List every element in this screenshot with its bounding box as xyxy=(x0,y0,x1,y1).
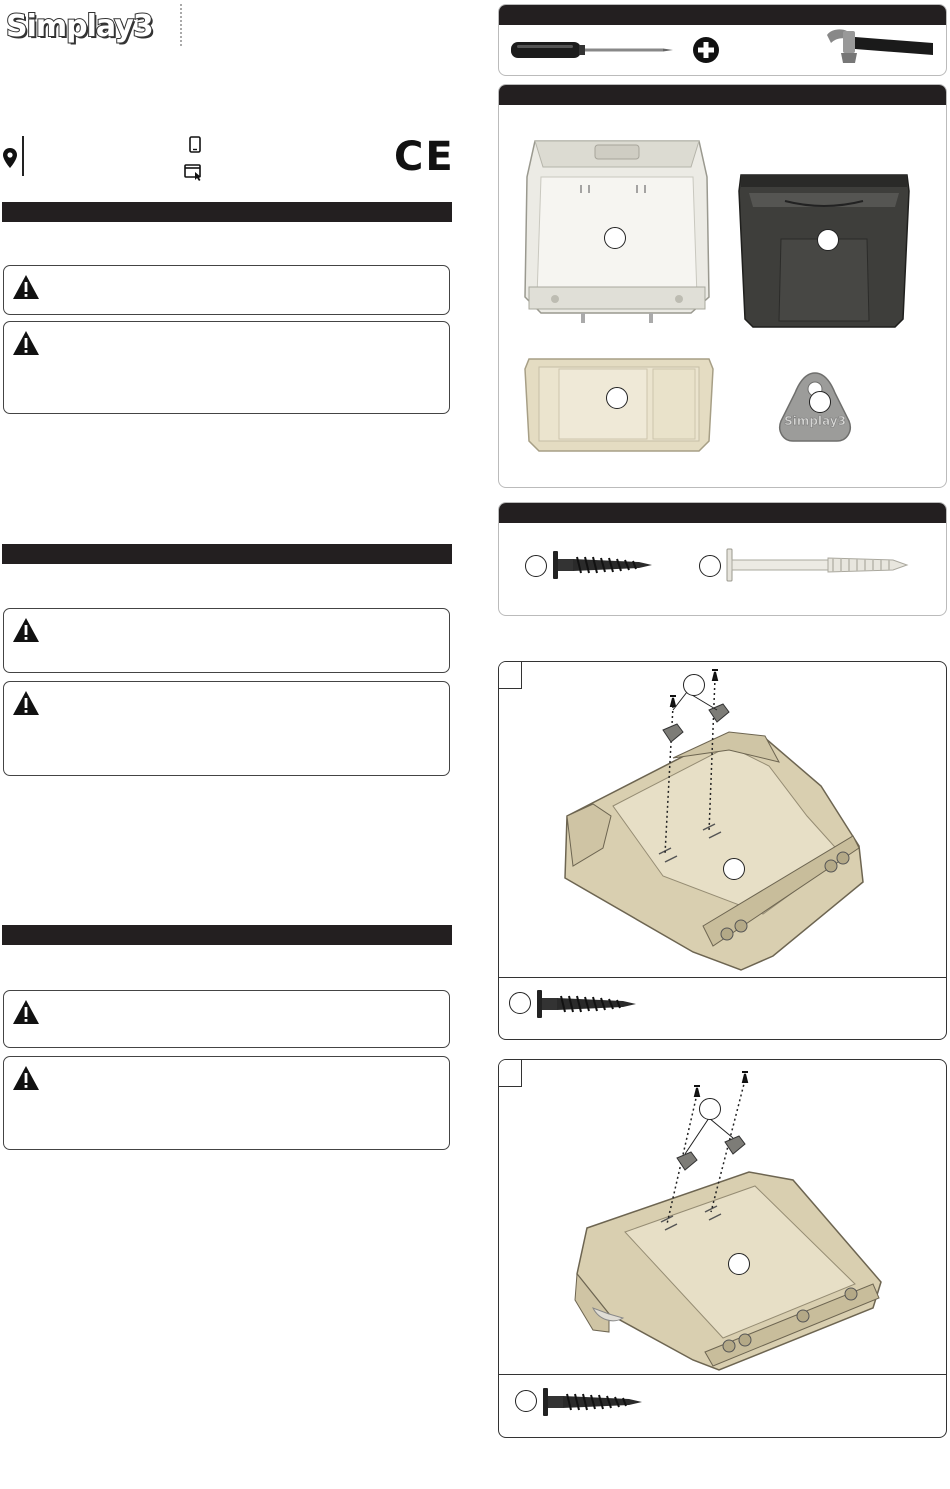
warning-box-4 xyxy=(3,681,450,776)
step-2-panel xyxy=(498,1059,947,1438)
screw-icon xyxy=(539,1382,644,1422)
warning-triangle-icon xyxy=(12,617,40,643)
tools-panel xyxy=(498,4,947,76)
logo-divider xyxy=(180,4,182,46)
step-1-footer-divider xyxy=(499,977,946,978)
section-header-bar-3 xyxy=(2,925,452,945)
step-2-assembly-illustration xyxy=(569,1068,899,1374)
step-2-footer-divider xyxy=(499,1374,946,1375)
screw-icon xyxy=(549,545,654,585)
part-callout-3 xyxy=(606,387,628,409)
screwdriver-icon xyxy=(509,39,674,61)
part-callout-1 xyxy=(604,227,626,249)
warning-triangle-icon xyxy=(12,1065,40,1091)
hardware-callout-anchor xyxy=(699,555,721,577)
step-1-callout-key xyxy=(683,674,705,696)
step-2-callout-base xyxy=(728,1253,750,1275)
warning-triangle-icon xyxy=(12,999,40,1025)
screw-icon xyxy=(533,984,638,1024)
browser-click-icon xyxy=(184,164,204,181)
hardware-panel-header xyxy=(499,503,946,523)
ce-mark: CE xyxy=(394,134,455,180)
map-pin-icon xyxy=(3,148,17,168)
warning-box-2 xyxy=(3,321,450,414)
brand-logo: Simplay3 xyxy=(6,9,153,44)
warning-box-6 xyxy=(3,1056,450,1150)
section-header-bar-1 xyxy=(2,202,452,222)
step-1-callout-base xyxy=(723,858,745,880)
step-2-number-box xyxy=(499,1060,522,1087)
contact-divider xyxy=(22,136,24,176)
step-1-assembly-illustration xyxy=(553,666,893,972)
hardware-panel xyxy=(498,502,947,616)
step-2-callout-screw xyxy=(515,1390,537,1412)
smartphone-icon xyxy=(189,136,201,153)
part-callout-2 xyxy=(817,229,839,251)
key-logo-text: Simplay3 xyxy=(784,414,846,428)
step-1-callout-screw xyxy=(509,992,531,1014)
hardware-callout-screw xyxy=(525,555,547,577)
parts-panel-header xyxy=(499,85,946,105)
wall-anchor-icon xyxy=(723,545,909,585)
warning-box-1 xyxy=(3,265,450,315)
section-header-bar-2 xyxy=(2,544,452,564)
warning-triangle-icon xyxy=(12,330,40,356)
part-callout-4 xyxy=(809,391,831,413)
hammer-icon xyxy=(817,27,937,73)
warning-box-3 xyxy=(3,608,450,673)
warning-box-5 xyxy=(3,990,450,1048)
parts-panel xyxy=(498,84,947,488)
plus-circle-icon xyxy=(692,36,720,64)
step-1-number-box xyxy=(499,662,522,689)
step-1-panel xyxy=(498,661,947,1040)
tools-panel-header xyxy=(499,5,946,25)
warning-triangle-icon xyxy=(12,274,40,300)
warning-triangle-icon xyxy=(12,690,40,716)
step-2-callout-key xyxy=(699,1098,721,1120)
